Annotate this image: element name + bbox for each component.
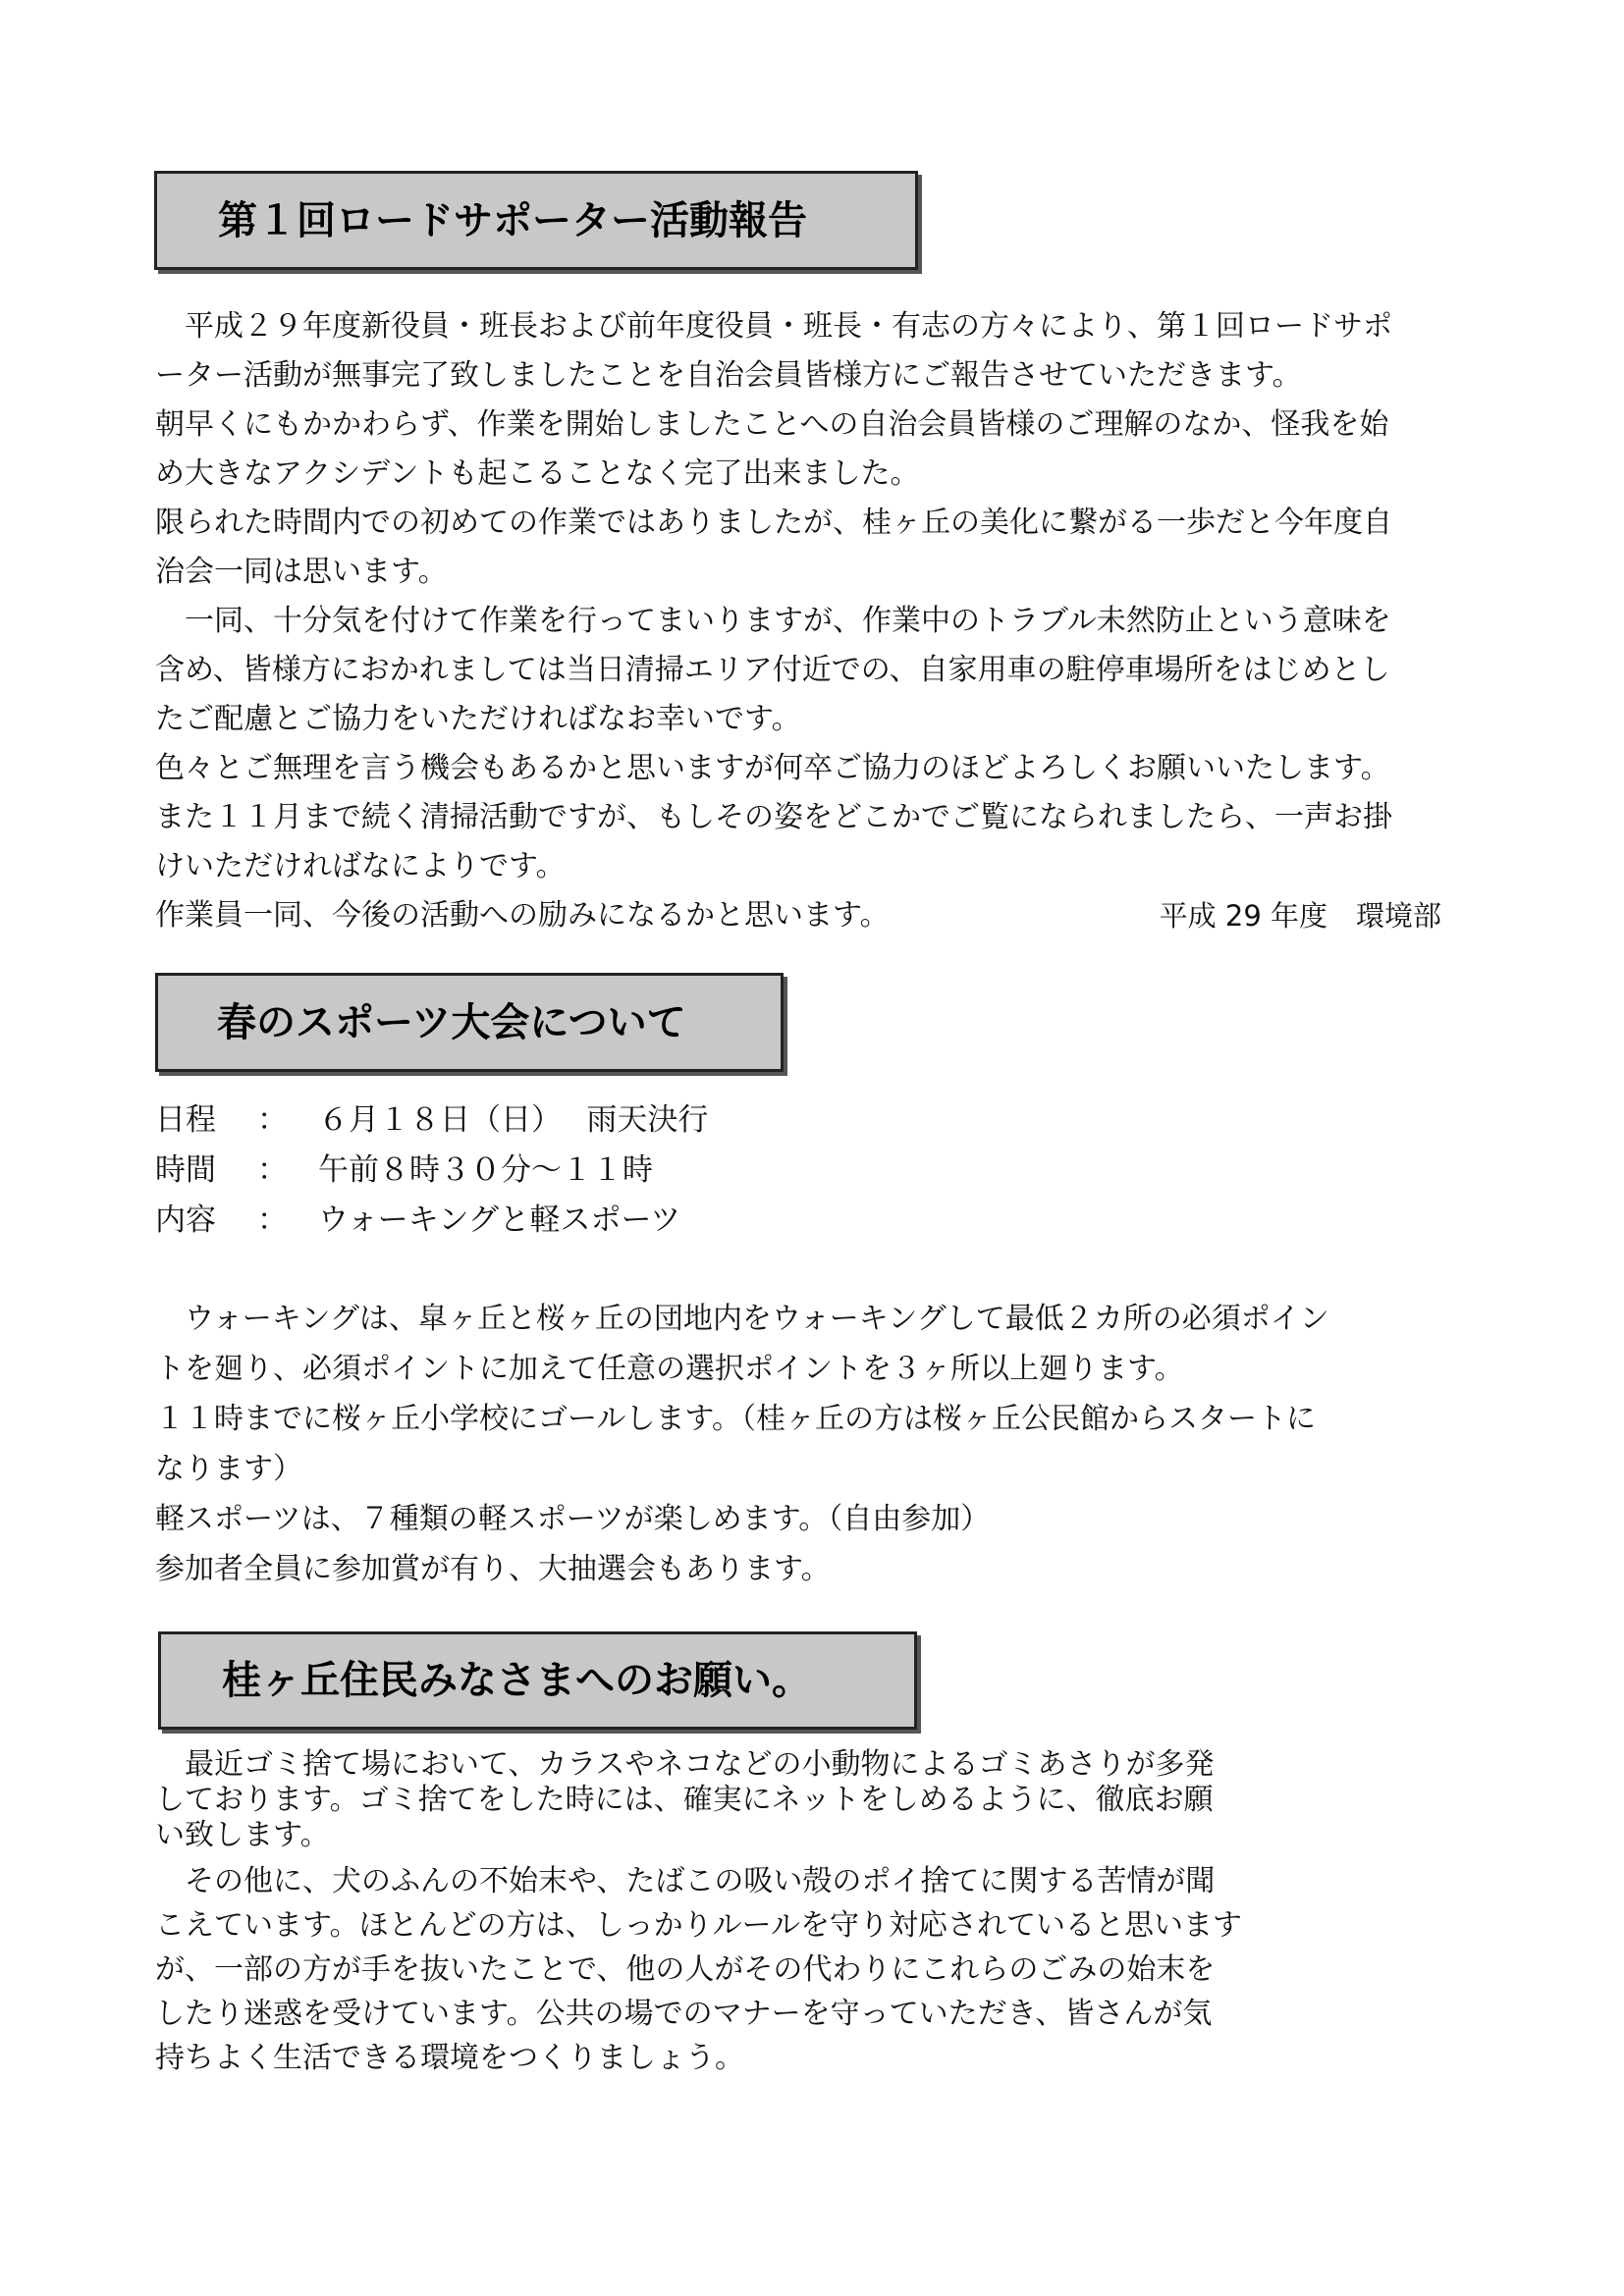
sports-paragraph: ウォーキングは、皐ヶ丘と桜ヶ丘の団地内をウォーキングして最低２カ所の必須ポイン トを廻り、必須ポイントに加えて任意の選択ポイントを３ヶ所以上廻ります。 １１時までに桜ヶ丘小学校にゴールします。（桂ヶ丘の方は桜ヶ丘公民館からスタートに なります） 軽スポーツは、７種類の軽スポーツが楽しめます。（自由参加） 参加者全員に参加賞が有り、大抽選会もあります。: [155, 1302, 1329, 1586]
schedule-colon: ：: [257, 1152, 288, 1188]
road-report-heading-text: 第１回ロードサポーター活動報告: [218, 197, 807, 243]
schedule-value: ウォーキングと軽スポーツ: [318, 1202, 681, 1238]
road-report-body: [155, 302, 1490, 940]
sports-heading-text: 春のスポーツ大会について: [217, 999, 686, 1045]
road-report-signature: 平成 29 年度 環境部: [1159, 899, 1441, 933]
schedule-value: 午前８時３０分～１１時: [318, 1152, 653, 1188]
request-heading-text: 桂ヶ丘住民みなさまへのお願い。: [222, 1658, 811, 1703]
schedule-label: 時間: [155, 1152, 216, 1188]
schedule-colon: ：: [257, 1102, 288, 1138]
schedule-value: ６月１８日（日） 雨天決行: [318, 1102, 709, 1138]
road-report-closing-row: [155, 891, 1441, 940]
sports-schedule: [155, 1095, 1490, 1246]
sports-body: [155, 1294, 1490, 1594]
road-report-heading: [154, 171, 918, 270]
schedule-colon: ：: [257, 1202, 288, 1238]
schedule-label: 内容: [155, 1202, 216, 1238]
sports-heading: [155, 973, 784, 1072]
road-report-paragraph: 平成２９年度新役員・班長および前年度役員・班長・有志の方々により、第１回ロードサポ ーター活動が無事完了致しましたことを自治会員皆様方にご報告させていただきます。 朝早くにもかかわらず、作業を開始しましたことへの自治会員皆様のご理解のなか、怪我を始 め大きなアクシデントも起こることなく完了出来ました。 限られた時間内での初めての作業ではありましたが、桂ヶ丘の美化に繋がる一歩だと今年度自 治会一同は思います。 一同、十分気を付けて作業を行ってまいりますが、作業中のトラブル未然防止という意味を 含め、皆様方におかれましては当日清掃エリア付近での、自家用車の駐停車場所をはじめとし たご配慮とご協力をいただければなお幸いです。 色々とご無理を言う機会もあるかと思いますが何卒ご協力のほどよろしくお願いいたします。 また１１月まで続く清掃活動ですが、もしその姿をどこかでご覧になられましたら、一声お掛 けいただければなによりです。: [155, 309, 1392, 883]
request-heading: [158, 1631, 917, 1730]
road-report-closing: 作業員一同、今後の活動への励みになるかと思います。: [155, 898, 890, 933]
schedule-row-content: [155, 1196, 1490, 1246]
request-paragraph-garbage: 最近ゴミ捨て場において、カラスやネコなどの小動物によるゴミあさりが多発 しております。ゴミ捨てをした時には、確実にネットをしめるように、徹底お願 い致します。: [155, 1747, 1215, 1852]
schedule-row-date: [155, 1095, 1490, 1146]
schedule-row-time: [155, 1146, 1490, 1196]
request-paragraph-manners: その他に、犬のふんの不始末や、たばこの吸い殻のポイ捨てに関する苦情が聞 こえています。ほとんどの方は、しっかりルールを守り対応されていると思います が、一部の方が手を抜いたことで、他の人がその代わりにこれらのごみの始末を したり迷惑を受けています。公共の場でのマナーを守っていただき、皆さんが気 持ちよく生活できる環境をつくりましょう。: [155, 1864, 1242, 2075]
schedule-label: 日程: [155, 1102, 216, 1138]
request-body: [155, 1747, 1392, 2080]
